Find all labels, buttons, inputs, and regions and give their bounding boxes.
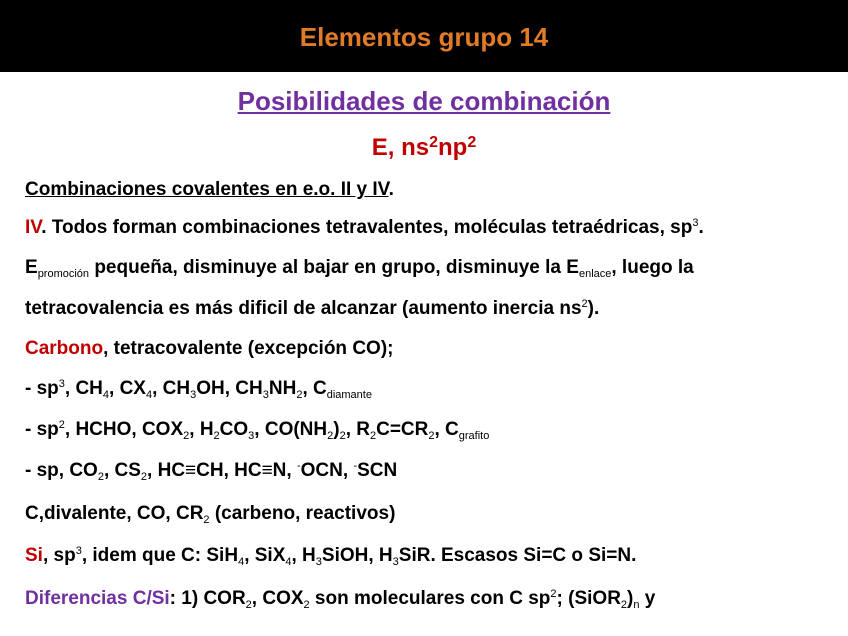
line-covalent-heading: Combinaciones covalentes en e.o. II y IV. <box>25 179 394 200</box>
line-carbon: Carbono, tetracovalente (excepción CO); <box>25 338 394 359</box>
line-silicon: Si, $sp^3$, idem que C: SiH$_4$, SiX$_4$, $H_3SiOH$, $H_3SiR$. Escasos Si=C o Si=N. <box>25 545 637 568</box>
line-inertia: tetracovalencia es más dificil de alcanzar (aumento inercia $ns^2$). <box>25 298 600 319</box>
line-divalent: C,divalente, CO, $CR_2$ (carbeno, reactivos) <box>25 503 396 526</box>
line-promotion-energy: $E_{promoción}$ pequeña, disminuye al bajar en grupo, disminuye la $E_{enlace}$, luego la <box>25 257 694 280</box>
line-sp3: - $sp^3$, $CH_4$, $CX_4$, $CH_3OH$, $CH_3NH_2$, $C_{diamante}$ <box>25 378 372 401</box>
line-sp2: - $sp^2$, HCHO, $COX_2$, $H_2CO_3$, $CO(NH_2)_2$, $R_2C=CR_2$, $C_{grafito}$ <box>25 419 490 442</box>
electron-configuration: E, $ns^2np^2$ <box>371 134 477 161</box>
line-differences: Diferencias C/Si: 1) $COR_2$, $COX_2$ son moleculares con C $sp^2$; $(SiOR_2)_n$ y <box>25 588 656 611</box>
line-tetravalent: IV. Todos forman combinaciones tetravalentes, moléculas tetraédricas, $sp^3$. <box>25 217 704 238</box>
line-sp: - sp, $CO_2$, $CS_2$, HC≡CH, HC≡N, -OCN, -SCN <box>25 460 398 483</box>
subtitle: Posibilidades de combinación <box>237 86 611 116</box>
title-bar <box>0 0 848 72</box>
slide-title: Elementos grupo 14 <box>299 22 549 52</box>
